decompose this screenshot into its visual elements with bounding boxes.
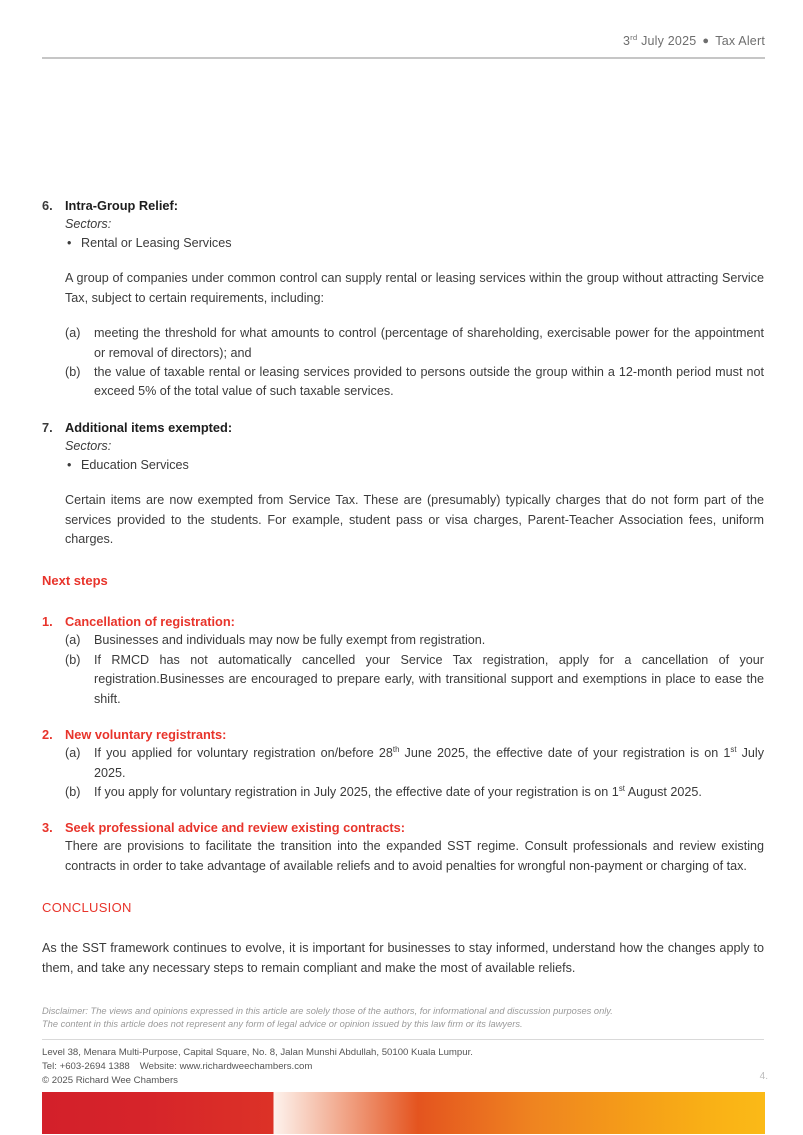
next-step-1-subitem-a-marker: (a) [65,633,81,648]
next-step-2-subitem-b [65,783,764,802]
bullet-dot-icon: • [67,457,72,472]
section-6-subitems [65,324,764,402]
next-step-2-subitem-a-sup-2: st [730,744,737,754]
next-step-2-subitem-a-text-3: July 2025. [94,746,764,780]
section-7-bullet-0-label: Education Services [81,457,189,472]
section-7-sectors-label: Sectors: [65,438,112,453]
section-6-sectors-label: Sectors: [65,217,112,231]
header-date-ordinal: rd [630,32,638,42]
next-step-1-subitem-a [65,631,764,650]
section-6-subitem-b [65,363,764,402]
section-6 [42,196,764,402]
section-6-title: Intra-Group Relief: [65,198,179,213]
footer-contact-line [42,1060,764,1074]
header-divider [42,57,765,59]
spacer [42,802,764,818]
brand-gradient-bar [42,1092,765,1134]
footer-website[interactable]: Website: www.richardweechambers.com [139,1060,313,1072]
document-body [42,196,764,978]
next-step-2-subitem-a-marker: (a) [65,746,81,761]
next-step-2 [42,725,764,802]
section-7-title: Additional items exempted: [65,419,233,435]
header-date-number: 3 [622,34,631,48]
next-step-3 [42,818,764,876]
next-steps-heading: Next steps [42,573,108,589]
next-step-3-body: There are provisions to facilitate the transition into the expanded SST regime. Consult professionals and review existing contracts in order to take advantage of available reliefs and to avoid penalties for wrongful non-payment or charging of tax. [65,839,764,873]
next-step-1-subitem-b-marker: (b) [65,652,81,667]
next-step-2-subitem-b-text-2: August 2025. [624,784,702,799]
section-6-subitem-a [65,324,764,363]
header-separator-dot: ● [702,35,710,47]
next-step-2-subitem-b-sup-1: st [618,783,625,793]
footer-telephone: Tel: +603-2694 1388 [42,1060,130,1072]
spacer [65,475,764,491]
spacer [65,253,764,269]
next-step-2-subitem-b-marker: (b) [65,784,81,799]
section-6-subitem-a-text: meeting the threshold for what amounts to control (percentage of shareholding, exercisable power for the appointment or removal of directors); and [94,326,764,360]
header-date-rest: July 2025 [637,34,697,48]
conclusion-body: As the SST framework continues to evolve, it is important for businesses to stay informed, understand how the changes apply to them, and take any necessary steps to remain compliant and make the most of available reliefs. [42,941,764,975]
section-6-body: A group of companies under common control can supply rental or leasing services within the group without attracting Service Tax, subject to certain requirements, including: [65,271,764,305]
section-6-bullet-0 [65,234,764,253]
footer-address: Level 38, Menara Multi-Purpose, Capital Square, No. 8, Jalan Munshi Abdullah, 50100 Kuala Lumpur. [42,1046,473,1058]
spacer [42,590,764,612]
next-step-2-subitem-a-sup-1: th [392,744,400,754]
section-7-body: Certain items are now exempted from Service Tax. These are (presumably) typically charges that do not form part of the services provided to the students. For example, student pass or visa charges, Parent-Teacher Association fees, uniform charges. [65,493,764,547]
disclaimer-line-2: The content in this article does not represent any form of legal advice or opinion issued by this law firm or its lawyers. [42,1019,523,1030]
footer-copyright: © 2025 Richard Wee Chambers [42,1074,178,1086]
next-step-1-subitem-b-text: If RMCD has not automatically cancelled your Service Tax registration, apply for a cancellation of your registration.Businesses are encouraged to prepare early, with transitional support and exemptions in place to ease the shift. [94,652,764,706]
spacer [42,709,764,725]
footer-divider [42,1039,764,1040]
next-step-2-subitem-a-text-1: If you applied for voluntary registration on/before 28 [94,746,393,761]
next-step-3-title: Seek professional advice and review existing contracts: [65,820,405,836]
spacer [42,917,764,939]
spacer [65,308,764,324]
page-number: 4. [759,1071,768,1082]
next-step-1-subitem-a-text: Businesses and individuals may now be fully exempt from registration. [94,633,486,648]
section-7 [42,418,764,550]
section-7-bullet-0 [65,456,764,475]
section-6-number: 6. [42,198,53,213]
section-6-subitem-b-marker: (b) [65,365,81,380]
section-6-subitem-b-text: the value of taxable rental or leasing services provided to persons outside the group within a 12-month period must not exceed 5% of the total value of such taxable services. [94,365,764,399]
next-step-1-subitems [65,631,764,709]
next-step-2-subitem-a-text-2: June 2025, the effective date of your registration is on 1 [399,746,731,761]
section-6-subitem-a-marker: (a) [65,326,81,341]
next-step-1 [42,612,764,709]
spacer [42,402,764,418]
spacer [42,876,764,898]
next-step-1-subitem-b [65,651,764,709]
next-step-2-title: New voluntary registrants: [65,727,227,743]
spacer [42,549,764,571]
next-step-2-subitems [65,744,764,802]
conclusion-heading: CONCLUSION [42,900,132,916]
next-step-2-number: 2. [42,727,53,743]
next-step-2-subitem-b-text-1: If you apply for voluntary registration in July 2025, the effective date of your registration is on 1 [94,784,619,799]
disclaimer-line-1: Disclaimer: The views and opinions expressed in this article are solely those of the authors, for informational and discussion purposes only. [42,1006,613,1016]
bullet-dot-icon: • [67,236,72,250]
next-step-1-number: 1. [42,614,53,630]
page-footer [42,1005,764,1088]
section-7-number: 7. [42,419,53,435]
next-step-2-subitem-a [65,744,764,783]
section-6-bullet-0-label: Rental or Leasing Services [81,236,232,250]
page-header [42,33,765,61]
next-step-3-number: 3. [42,820,53,836]
header-meta [42,33,765,50]
header-doc-label: Tax Alert [715,34,765,48]
next-step-1-title: Cancellation of registration: [65,614,235,630]
